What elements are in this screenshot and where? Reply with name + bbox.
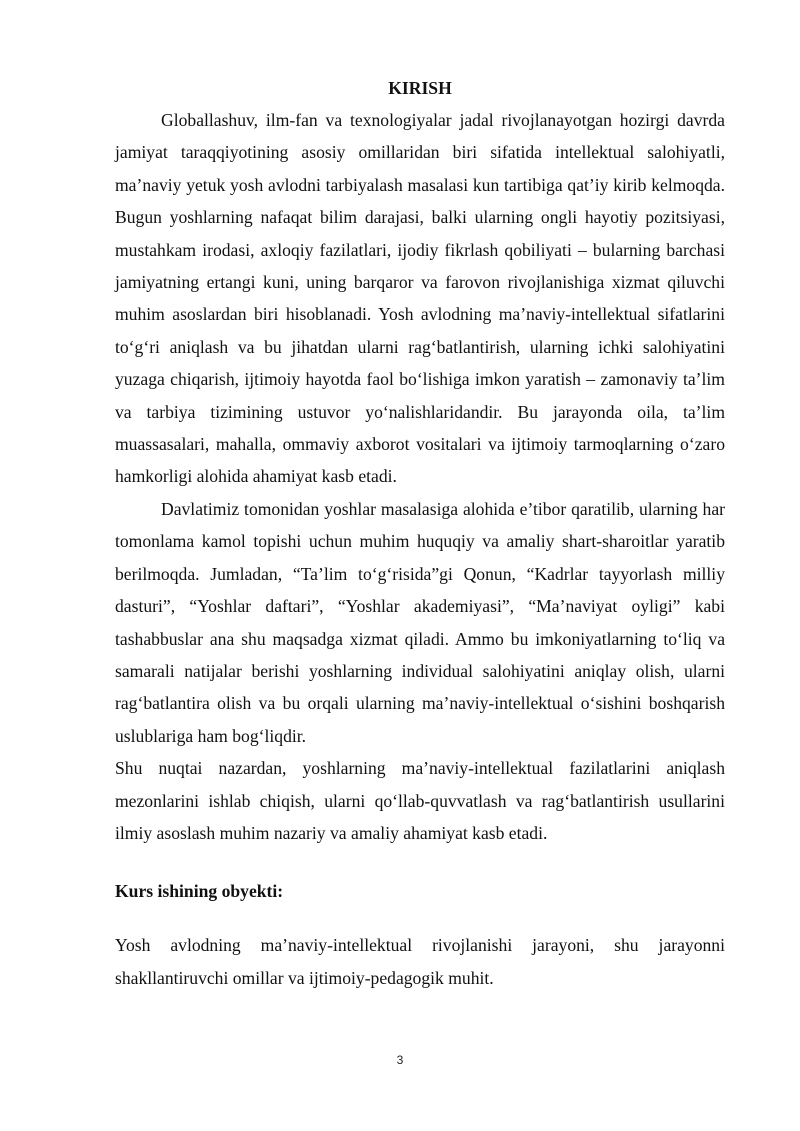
page-heading: KIRISH	[388, 78, 452, 98]
section-text-object: Yosh avlodning ma’naviy-intellektual rivojlanishi jarayoni, shu jarayonni shakllantiruvchi omillar va ijtimoiy-pedagogik muhit.	[115, 935, 725, 988]
paragraph-intro: Globallashuv, ilm-fan va texnologiyalar jadal rivojlanayotgan hozirgi davrda jamiyat taraqqiyotining asosiy omillaridan biri sifatida intellektual salohiyatli, ma’naviy yetuk yosh avlodni tarbiyalash masalasi kun tartibiga qat’iy kirib kelmoqda. Bugun yoshlarning nafaqat bilim darajasi, balki ularning ongli hayotiy pozitsiyasi, mustahkam irodasi, axloqiy fazilatlari, ijodiy fikrlash qobiliyati – bularning barchasi jamiyatning ertangi kuni, uning barqaror va farovon rivojlanishiga xizmat qiluvchi muhim asoslardan biri hisoblanadi. Yosh avlodning ma’naviy-intellektual sifatlarini to‘g‘ri aniqlash va bu jihatdan ularni rag‘batlantirish, ularning ichki salohiyatini yuzaga chiqarish, ijtimoiy hayotda faol bo‘lishiga imkon yaratish – zamonaviy ta’lim va tarbiya tizimining ustuvor yo‘nalishlaridandir. Bu jarayonda oila, ta’lim muassasalari, mahalla, ommaviy axborot vositalari va ijtimoiy tarmoqlarning o‘zaro hamkorligi alohida ahamiyat kasb etadi.	[115, 110, 725, 487]
paragraph-state-policy: Davlatimiz tomonidan yoshlar masalasiga alohida e’tibor qaratilib, ularning har tomonlama kamol topishi uchun muhim huquqiy va amaliy shart-sharoitlar yaratib berilmoqda. Jumladan, “Ta’lim to‘g‘risida”gi Qonun, “Kadrlar tayyorlash milliy dasturi”, “Yoshlar daftari”, “Yoshlar akademiyasi”, “Ma’naviyat oyligi” kabi tashabbuslar ana shu maqsadga xizmat qiladi. Ammo bu imkoniyatlarning to‘liq va samarali natijalar berishi yoshlarning individual salohiyatini aniqlay olish, ularni rag‘batlantira olish va bu orqali ularning ma’naviy-intellektual o‘sishini boshqarish uslublariga ham bog‘liqdir.	[115, 498, 725, 746]
page-number: 3	[396, 1053, 404, 1067]
section-title-object: Kurs ishining obyekti:	[115, 881, 284, 902]
paragraph-conclusion: Shu nuqtai nazardan, yoshlarning ma’naviy-intellektual fazilatlarini aniqlash mezonlarini ishlab chiqish, ularni qo‘llab-quvvatlash va rag‘batlantirish usullarini ilmiy asoslash muhim nazariy va amaliy ahamiyat kasb etadi.	[115, 758, 725, 843]
page-content	[115, 72, 725, 994]
